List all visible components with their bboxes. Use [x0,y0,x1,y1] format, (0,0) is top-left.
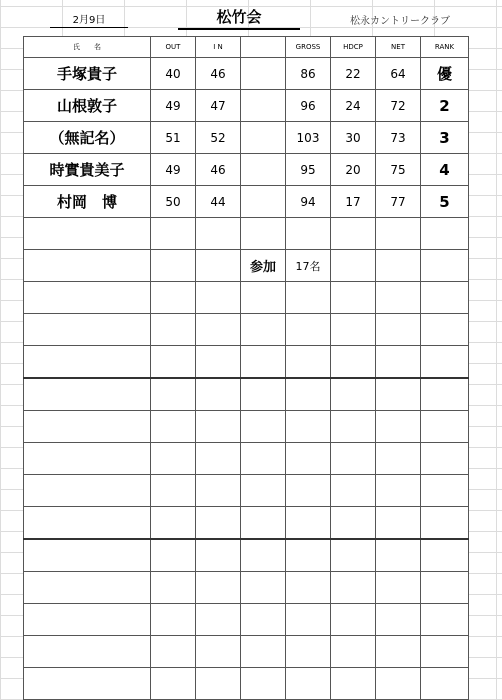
hdcp-value: 20 [331,154,376,186]
event-date: 2月9日 [50,11,128,28]
empty-cell [286,668,331,700]
empty-cell [241,346,286,379]
empty-cell [24,572,151,604]
hdcp-value: 17 [331,186,376,218]
empty-cell [196,250,241,282]
empty-cell [24,636,151,668]
score-table [23,36,469,700]
empty-cell [24,378,151,411]
empty-cell [331,282,376,314]
col-header-rank: RANK [421,37,469,58]
empty-cell [421,604,469,636]
out-score: 51 [151,122,196,154]
empty-cell [376,282,421,314]
empty-cell [421,475,469,507]
empty-cell [151,636,196,668]
col-header-net: NET [376,37,421,58]
empty-cell [286,282,331,314]
empty-cell [196,282,241,314]
player-name: 村岡 博 [24,186,151,218]
empty-cell [376,411,421,443]
empty-cell [421,572,469,604]
empty-cell [196,572,241,604]
empty-cell [376,507,421,540]
empty-cell [24,250,151,282]
out-score: 40 [151,58,196,90]
in-score: 47 [196,90,241,122]
empty-cell [331,218,376,250]
in-score: 46 [196,154,241,186]
empty-cell [151,539,196,572]
empty-cell [151,572,196,604]
empty-cell [24,346,151,379]
empty-cell [151,378,196,411]
col-header-blank [241,37,286,58]
empty-cell [151,475,196,507]
empty-cell [241,314,286,346]
empty-cell [24,539,151,572]
empty-cell [196,314,241,346]
empty-cell [241,539,286,572]
empty-cell [331,378,376,411]
gross-score: 96 [286,90,331,122]
empty-cell [151,604,196,636]
empty-cell [376,539,421,572]
empty-cell [24,282,151,314]
empty-cell [24,218,151,250]
empty-cell [286,604,331,636]
empty-cell [376,604,421,636]
table-row [24,282,469,314]
net-score: 72 [376,90,421,122]
empty-cell [241,218,286,250]
empty-cell [196,539,241,572]
out-score: 49 [151,154,196,186]
empty-cell [421,668,469,700]
blank-cell [241,122,286,154]
empty-cell [196,475,241,507]
gross-score: 95 [286,154,331,186]
blank-cell [241,186,286,218]
in-score: 52 [196,122,241,154]
hdcp-value: 22 [331,58,376,90]
table-row [24,604,469,636]
table-row [24,154,469,186]
col-header-in: I N [196,37,241,58]
table-row [24,411,469,443]
gross-score: 94 [286,186,331,218]
table-row [24,314,469,346]
net-score: 77 [376,186,421,218]
empty-cell [151,443,196,475]
empty-cell [196,378,241,411]
participants-row [24,250,469,282]
empty-cell [421,250,469,282]
empty-cell [151,282,196,314]
empty-cell [24,443,151,475]
empty-cell [376,218,421,250]
blank-cell [241,58,286,90]
empty-cell [421,539,469,572]
empty-cell [241,411,286,443]
empty-cell [376,314,421,346]
empty-cell [331,668,376,700]
empty-cell [241,507,286,540]
empty-cell [24,604,151,636]
empty-cell [241,636,286,668]
empty-cell [331,572,376,604]
empty-cell [286,507,331,540]
gross-score: 103 [286,122,331,154]
empty-cell [286,346,331,379]
rank-value: 4 [421,154,469,186]
empty-cell [286,636,331,668]
empty-cell [196,346,241,379]
empty-cell [421,411,469,443]
empty-cell [331,636,376,668]
player-name: 手塚貴子 [24,58,151,90]
blank-cell [241,154,286,186]
empty-cell [376,636,421,668]
table-row [24,539,469,572]
empty-cell [331,314,376,346]
empty-cell [286,443,331,475]
table-row [24,90,469,122]
net-score: 75 [376,154,421,186]
empty-cell [241,572,286,604]
table-row [24,346,469,379]
empty-cell [286,314,331,346]
table-row [24,572,469,604]
empty-cell [24,314,151,346]
empty-cell [421,282,469,314]
empty-cell [241,378,286,411]
gross-score: 86 [286,58,331,90]
empty-cell [331,411,376,443]
empty-cell [196,668,241,700]
empty-cell [421,378,469,411]
table-row [24,636,469,668]
empty-cell [376,346,421,379]
in-score: 46 [196,58,241,90]
empty-cell [286,411,331,443]
rank-value: 優 [421,58,469,90]
empty-cell [331,475,376,507]
empty-cell [421,218,469,250]
empty-cell [286,539,331,572]
empty-cell [196,507,241,540]
rank-value: 3 [421,122,469,154]
out-score: 50 [151,186,196,218]
empty-cell [151,668,196,700]
empty-cell [421,636,469,668]
col-header-name: 氏 名 [24,37,151,58]
table-row [24,122,469,154]
event-title: 松竹会 [178,6,300,30]
table-row [24,668,469,700]
out-score: 49 [151,90,196,122]
empty-cell [421,314,469,346]
col-header-hdcp: HDCP [331,37,376,58]
empty-cell [376,668,421,700]
table-row [24,378,469,411]
table-row [24,475,469,507]
empty-cell [376,378,421,411]
participants-count: 17名 [286,250,331,282]
empty-cell [151,250,196,282]
empty-cell [286,475,331,507]
empty-cell [286,218,331,250]
player-name: （無記名） [24,122,151,154]
empty-cell [196,218,241,250]
empty-cell [196,604,241,636]
col-header-out: OUT [151,37,196,58]
empty-cell [421,443,469,475]
empty-cell [196,443,241,475]
empty-cell [151,346,196,379]
empty-cell [151,507,196,540]
net-score: 73 [376,122,421,154]
col-header-gross: GROSS [286,37,331,58]
empty-cell [241,475,286,507]
empty-cell [376,475,421,507]
empty-cell [241,604,286,636]
empty-cell [151,411,196,443]
empty-cell [24,411,151,443]
participants-label: 参加 [241,250,286,282]
empty-cell [151,218,196,250]
empty-cell [376,443,421,475]
player-name: 山根敦子 [24,90,151,122]
hdcp-value: 30 [331,122,376,154]
empty-cell [196,411,241,443]
empty-cell [151,314,196,346]
rank-value: 5 [421,186,469,218]
rank-value: 2 [421,90,469,122]
table-row [24,186,469,218]
empty-cell [376,250,421,282]
hdcp-value: 24 [331,90,376,122]
player-name: 時實貴美子 [24,154,151,186]
empty-cell [421,507,469,540]
table-row [24,218,469,250]
empty-cell [24,507,151,540]
table-row [24,507,469,540]
empty-cell [331,250,376,282]
empty-cell [331,443,376,475]
empty-cell [331,346,376,379]
empty-cell [241,443,286,475]
empty-cell [286,378,331,411]
empty-cell [331,507,376,540]
empty-cell [331,539,376,572]
empty-cell [24,668,151,700]
table-row [24,58,469,90]
blank-cell [241,90,286,122]
empty-cell [376,572,421,604]
empty-cell [421,346,469,379]
header-row [24,37,469,58]
empty-cell [241,668,286,700]
table-row [24,443,469,475]
empty-cell [286,572,331,604]
net-score: 64 [376,58,421,90]
empty-cell [24,475,151,507]
empty-cell [331,604,376,636]
empty-cell [241,282,286,314]
club-name: 松永カントリークラブ [350,16,450,27]
empty-cell [196,636,241,668]
in-score: 44 [196,186,241,218]
